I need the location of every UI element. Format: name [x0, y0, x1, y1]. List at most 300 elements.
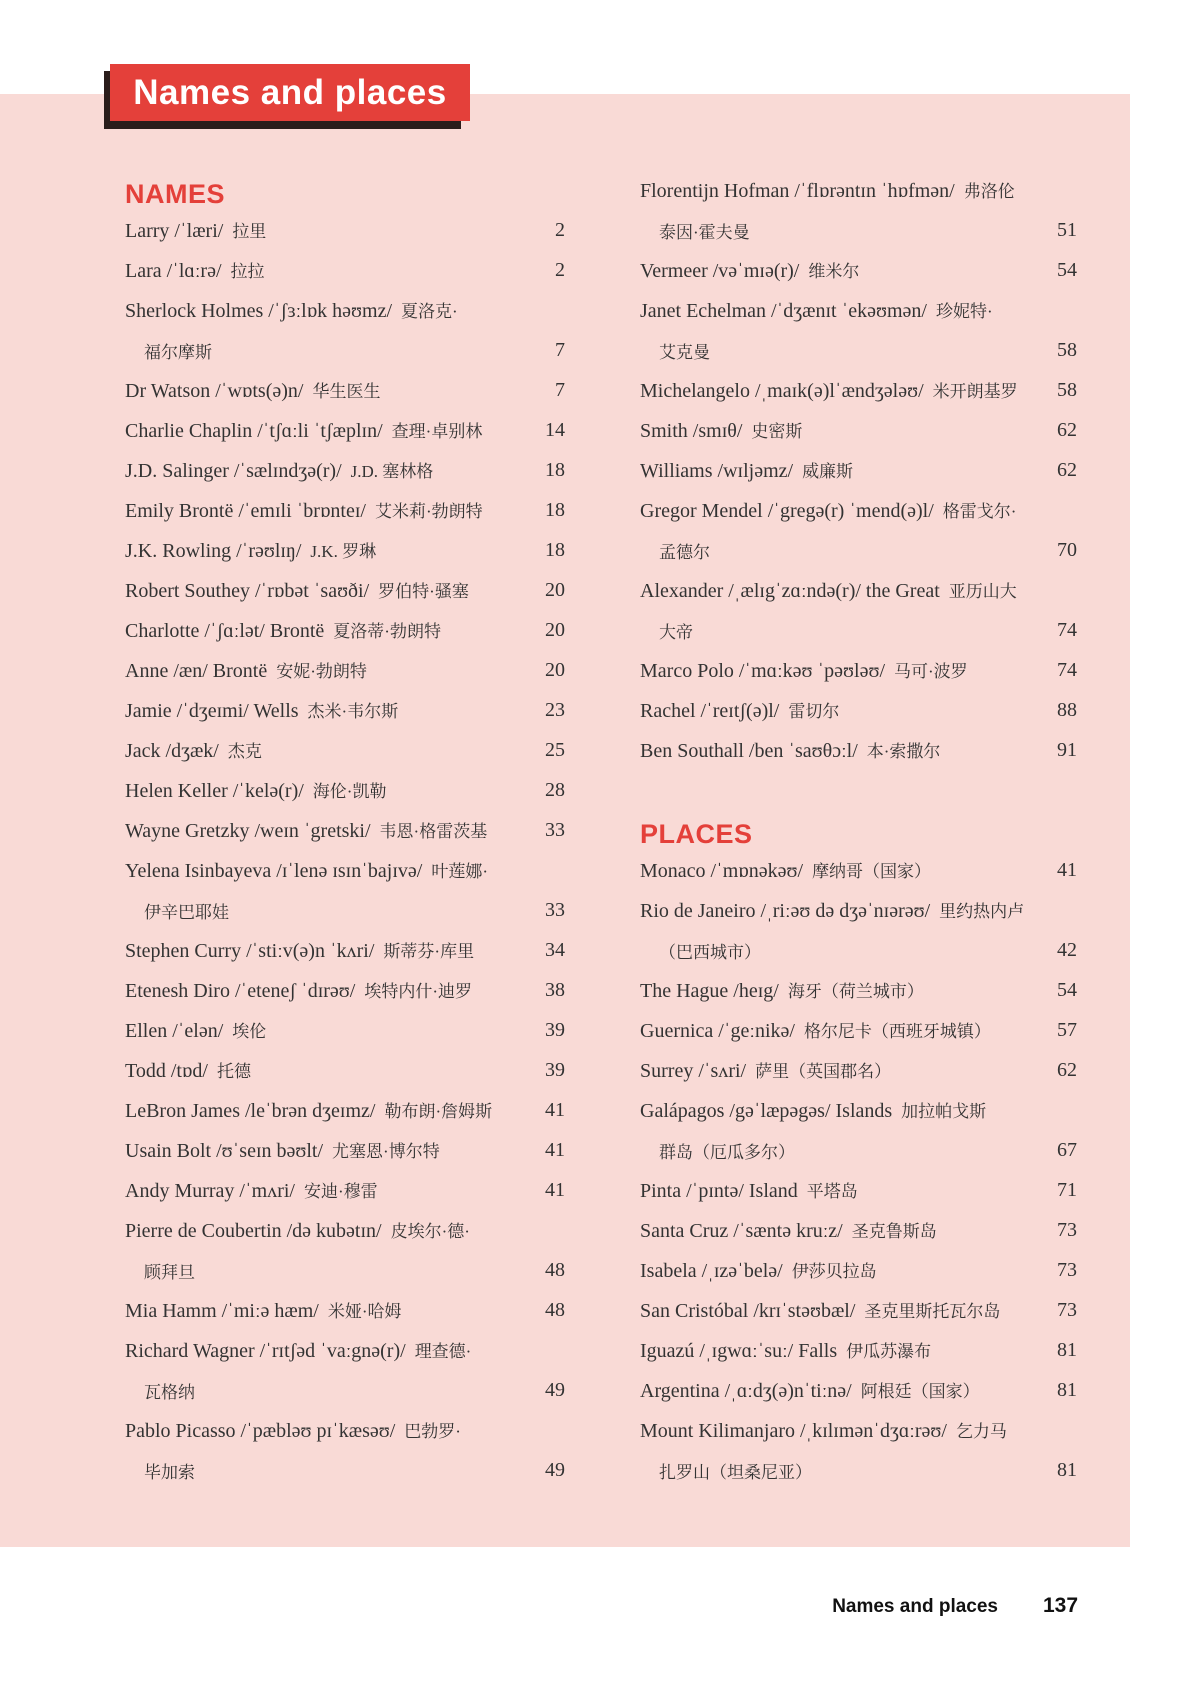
entry-line-continued — [125, 1370, 565, 1410]
entry-term: Jack /dʒæk/ — [125, 740, 219, 762]
entry-term: Charlie Chaplin /ˈtʃɑːli ˈtʃæplɪn/ — [125, 420, 383, 442]
entry-label — [640, 697, 1037, 723]
entry-label — [125, 497, 525, 523]
entry-line — [125, 290, 565, 330]
entry-term: Anne /æn/ Brontë — [125, 660, 268, 682]
entry-chinese-name: 伊瓜苏瀑布 — [846, 1342, 932, 1361]
entry-term: Monaco /ˈmɒnəkəʊ/ — [640, 860, 804, 882]
entry-chinese-continued: 顾拜旦 — [144, 1262, 195, 1282]
entry-label — [640, 1257, 1037, 1283]
entry-chinese-name: 米开朗基罗 — [932, 382, 1018, 401]
entry-chinese-name: 皮埃尔·德· — [390, 1222, 470, 1241]
entry-chinese-name: 罗伯特·骚塞 — [378, 582, 469, 601]
entry-chinese-name: 弗洛伦 — [963, 182, 1015, 201]
entry-page-number: 41 — [545, 1138, 565, 1161]
entry-page-number: 62 — [1057, 458, 1077, 481]
entry-label — [640, 857, 1037, 883]
index-entry — [640, 1170, 1077, 1210]
index-entry — [640, 1330, 1077, 1370]
entry-chinese-name: 夏洛蒂·勃朗特 — [333, 622, 441, 641]
index-entry — [125, 1050, 565, 1090]
entry-chinese-continued: 群岛（厄瓜多尔） — [659, 1142, 795, 1162]
entry-chinese-name: 威廉斯 — [802, 462, 854, 481]
entry-term: Janet Echelman /ˈdʒænɪt ˈekəʊmən/ — [640, 300, 927, 322]
entry-line — [640, 970, 1077, 1010]
entry-line — [125, 1330, 565, 1370]
entry-label — [125, 1337, 525, 1363]
entry-chinese-name: 理查德· — [414, 1342, 472, 1361]
entry-page-number: 25 — [545, 738, 565, 761]
footer-page-number: 137 — [1043, 1594, 1079, 1617]
entry-line — [125, 610, 565, 650]
entry-label — [640, 1417, 1037, 1443]
entry-term: Michelangelo /ˌmaɪk(ə)lˈændʒələʊ/ — [640, 380, 924, 402]
entry-chinese-name: J.D. 塞林格 — [350, 462, 434, 481]
entry-chinese-continued: 扎罗山（坦桑尼亚） — [659, 1462, 812, 1482]
entry-label — [125, 1258, 525, 1283]
entry-term: San Cristóbal /krɪˈstəʊbæl/ — [640, 1300, 856, 1322]
entry-line — [125, 1290, 565, 1330]
entry-page-number: 2 — [555, 218, 565, 241]
entry-term: Pablo Picasso /ˈpæbləʊ pɪˈkæsəʊ/ — [125, 1420, 396, 1442]
page-title: Names and places — [110, 64, 470, 121]
entry-chinese-name: 斯蒂芬·库里 — [383, 942, 475, 961]
entry-page-number: 58 — [1057, 338, 1077, 361]
entry-page-number: 70 — [1057, 538, 1077, 561]
index-column-left — [125, 170, 565, 1490]
section-spacer — [640, 770, 1077, 810]
index-entry — [640, 650, 1077, 690]
entry-term: Yelena Isinbayeva /ɪˈlenə ɪsɪnˈbajɪvə/ — [125, 860, 423, 882]
entry-chinese-name: 平塔岛 — [806, 1182, 858, 1201]
entry-label — [125, 1297, 525, 1323]
entry-label — [640, 1297, 1037, 1323]
index-entry — [125, 1330, 565, 1410]
entry-page-number: 49 — [545, 1458, 565, 1481]
entry-chinese-continued: （巴西城市） — [659, 942, 761, 962]
index-entry — [125, 1010, 565, 1050]
entry-label — [125, 617, 525, 643]
entry-term: Mia Hamm /ˈmiːə hæm/ — [125, 1300, 319, 1322]
index-entry — [125, 1130, 565, 1170]
entry-chinese-name: 华生医生 — [312, 382, 381, 401]
entry-chinese-name: 格尔尼卡（西班牙城镇） — [803, 1022, 991, 1041]
entry-page-number: 48 — [545, 1298, 565, 1321]
entry-label — [640, 377, 1037, 403]
entry-label — [640, 977, 1037, 1003]
entry-line — [640, 170, 1077, 210]
entry-line — [125, 1130, 565, 1170]
entry-label — [125, 777, 525, 803]
entry-chinese-name: 海伦·凯勒 — [312, 782, 387, 801]
entry-line-continued — [640, 530, 1077, 570]
entry-line — [125, 770, 565, 810]
entry-page-number: 23 — [545, 698, 565, 721]
entry-term: Marco Polo /ˈmɑːkəʊ ˈpəʊləʊ/ — [640, 660, 885, 682]
entry-term: Emily Brontë /ˈemɪli ˈbrɒnteɪ/ — [125, 500, 366, 522]
entry-line — [125, 210, 565, 250]
entry-term: Rio de Janeiro /ˌriːəʊ də dʒəˈnɪərəʊ/ — [640, 900, 931, 922]
entry-label — [125, 1017, 525, 1043]
entry-term: Guernica /ˈgeːnikə/ — [640, 1020, 795, 1042]
entry-chinese-name: 埃特内什·迪罗 — [364, 982, 472, 1001]
entry-chinese-continued: 瓦格纳 — [144, 1382, 195, 1402]
entry-line — [640, 1050, 1077, 1090]
entry-chinese-name: 杰克 — [227, 742, 262, 761]
entry-line — [125, 370, 565, 410]
entry-chinese-name: 史密斯 — [751, 422, 803, 441]
entry-line — [640, 730, 1077, 770]
index-entry — [640, 290, 1077, 370]
entry-line — [125, 1410, 565, 1450]
entry-page-number: 18 — [545, 498, 565, 521]
entry-term: Ben Southall /ben ˈsaʊθɔːl/ — [640, 740, 858, 762]
entry-page-number: 14 — [545, 418, 565, 441]
entry-line — [125, 1210, 565, 1250]
entry-line — [640, 490, 1077, 530]
index-entry — [640, 730, 1077, 770]
entry-line — [125, 1010, 565, 1050]
index-entry — [640, 490, 1077, 570]
entry-page-number: 74 — [1057, 658, 1077, 681]
entry-label — [640, 938, 1037, 963]
entry-label — [640, 1097, 1037, 1123]
footer-section-title: Names and places — [832, 1596, 998, 1617]
entry-label — [640, 538, 1037, 563]
entry-chinese-continued: 泰因·霍夫曼 — [659, 222, 750, 242]
entry-line-continued — [640, 1130, 1077, 1170]
entry-term: Rachel /ˈreɪtʃ(ə)l/ — [640, 700, 780, 722]
entry-line — [125, 570, 565, 610]
index-entry — [125, 730, 565, 770]
index-entry — [640, 450, 1077, 490]
entry-term: Jamie /ˈdʒeɪmi/ Wells — [125, 700, 299, 722]
entry-label — [125, 338, 525, 363]
entry-line — [125, 650, 565, 690]
entry-line — [125, 930, 565, 970]
entry-term: Ellen /ˈelən/ — [125, 1020, 224, 1042]
entry-term: Pierre de Coubertin /də kubətɪn/ — [125, 1220, 382, 1242]
entry-term: Helen Keller /ˈkelə(r)/ — [125, 780, 304, 802]
entry-label — [640, 737, 1037, 763]
index-entry — [125, 850, 565, 930]
entry-page-number: 73 — [1057, 1258, 1077, 1281]
entry-line — [640, 250, 1077, 290]
entry-chinese-name: 韦恩·格雷茨基 — [379, 822, 488, 841]
entry-chinese-name: 拉里 — [232, 222, 267, 241]
entry-line — [640, 370, 1077, 410]
entry-chinese-name: 勒布朗·詹姆斯 — [384, 1102, 493, 1121]
entry-label — [125, 977, 525, 1003]
entry-page-number: 48 — [545, 1258, 565, 1281]
entry-label — [125, 377, 525, 403]
entry-term: Iguazú /ˌɪgwɑːˈsuː/ Falls — [640, 1340, 838, 1362]
entry-line — [125, 730, 565, 770]
entry-label — [640, 218, 1037, 243]
entry-label — [125, 697, 525, 723]
entry-line — [640, 850, 1077, 890]
entry-term: Gregor Mendel /ˈgregə(r) ˈmend(ə)l/ — [640, 500, 934, 522]
entry-line-continued — [640, 1450, 1077, 1490]
entry-page-number: 20 — [545, 658, 565, 681]
entry-label — [125, 817, 525, 843]
entry-term: Williams /wɪljəmz/ — [640, 460, 794, 482]
entry-term: Etenesh Diro /ˈeteneʃ ˈdɪrəʊ/ — [125, 980, 356, 1002]
entry-line — [125, 1170, 565, 1210]
entry-label — [640, 1057, 1037, 1083]
entry-term: Surrey /ˈsʌri/ — [640, 1060, 747, 1082]
entry-label — [640, 1017, 1037, 1043]
entry-label — [640, 1337, 1037, 1363]
index-entry — [640, 1250, 1077, 1290]
entry-page-number: 39 — [545, 1018, 565, 1041]
entry-label — [640, 338, 1037, 363]
entry-line — [640, 650, 1077, 690]
entry-term: Argentina /ˌɑːdʒ(ə)nˈtiːnə/ — [640, 1380, 852, 1402]
entry-line — [640, 570, 1077, 610]
entry-label — [640, 657, 1037, 683]
entry-chinese-name: 珍妮特· — [935, 302, 993, 321]
entry-label — [640, 417, 1037, 443]
entry-label — [125, 937, 525, 963]
entry-line — [640, 1290, 1077, 1330]
index-entry — [125, 210, 565, 250]
index-entry — [125, 1170, 565, 1210]
index-entry — [125, 690, 565, 730]
entry-label — [640, 1177, 1037, 1203]
entry-page-number: 2 — [555, 258, 565, 281]
entry-page-number: 54 — [1057, 258, 1077, 281]
entry-line — [125, 810, 565, 850]
entry-term: Todd /tɒd/ — [125, 1060, 208, 1082]
entry-page-number: 18 — [545, 458, 565, 481]
entry-page-number: 20 — [545, 578, 565, 601]
entry-line — [125, 1090, 565, 1130]
entry-label — [640, 897, 1037, 923]
entry-term: Isabela /ˌɪzəˈbelə/ — [640, 1260, 783, 1282]
entry-chinese-name: 里约热内卢 — [939, 902, 1025, 921]
entry-line — [640, 890, 1077, 930]
section-heading-places: PLACES — [640, 819, 753, 849]
entry-line — [640, 1410, 1077, 1450]
entry-chinese-name: 安妮·勃朗特 — [276, 662, 367, 681]
entry-page-number: 20 — [545, 618, 565, 641]
entry-line — [125, 450, 565, 490]
entry-label — [125, 217, 525, 243]
entry-label — [125, 1097, 525, 1123]
index-entry — [125, 770, 565, 810]
entry-chinese-name: 加拉帕戈斯 — [901, 1102, 987, 1121]
index-entry — [640, 1410, 1077, 1490]
entry-line — [640, 1330, 1077, 1370]
index-entry — [640, 410, 1077, 450]
entry-page-number: 67 — [1057, 1138, 1077, 1161]
entry-line — [125, 410, 565, 450]
entry-line — [640, 690, 1077, 730]
entry-chinese-name: 米娅·哈姆 — [327, 1302, 402, 1321]
index-entry — [640, 1210, 1077, 1250]
entry-page-number: 51 — [1057, 218, 1077, 241]
entry-label — [125, 1417, 525, 1443]
entry-term: Andy Murray /ˈmʌri/ — [125, 1180, 295, 1202]
entry-page-number: 7 — [555, 338, 565, 361]
entry-page-number: 58 — [1057, 378, 1077, 401]
index-entry — [640, 370, 1077, 410]
entry-term: Charlotte /ˈʃɑːlət/ Brontë — [125, 620, 325, 642]
index-entry — [125, 1090, 565, 1130]
entry-chinese-name: 查理·卓别林 — [391, 422, 483, 441]
entry-line-continued — [640, 930, 1077, 970]
index-entry — [640, 850, 1077, 890]
entry-label — [640, 1217, 1037, 1243]
entry-line-continued — [640, 330, 1077, 370]
entry-line — [640, 1210, 1077, 1250]
index-entry — [640, 890, 1077, 970]
entry-label — [125, 417, 525, 443]
entry-chinese-name: 尤塞恩·博尔特 — [332, 1142, 440, 1161]
entry-page-number: 33 — [545, 818, 565, 841]
entry-chinese-continued: 毕加索 — [144, 1462, 195, 1482]
entry-term: Robert Southey /ˈrɒbət ˈsaʊði/ — [125, 580, 370, 602]
entry-line — [125, 490, 565, 530]
entry-page-number: 81 — [1057, 1378, 1077, 1401]
entry-line-continued — [640, 210, 1077, 250]
index-entry — [640, 1010, 1077, 1050]
entry-line — [640, 1370, 1077, 1410]
entry-chinese-continued: 艾克曼 — [659, 342, 710, 362]
index-entry — [125, 490, 565, 530]
entry-page-number: 62 — [1057, 1058, 1077, 1081]
entry-line-continued — [125, 1250, 565, 1290]
entry-term: Vermeer /vəˈmɪə(r)/ — [640, 260, 800, 282]
entry-line — [125, 850, 565, 890]
entry-label — [125, 657, 525, 683]
entry-chinese-name: 本·索撒尔 — [866, 742, 941, 761]
entry-chinese-continued: 大帝 — [659, 622, 693, 642]
entry-page-number: 62 — [1057, 418, 1077, 441]
entry-line — [640, 1010, 1077, 1050]
entry-line — [125, 250, 565, 290]
entry-page-number: 73 — [1057, 1298, 1077, 1321]
index-entry — [125, 650, 565, 690]
entry-chinese-name: 格雷戈尔· — [942, 502, 1017, 521]
index-column-right — [640, 170, 1077, 1490]
entry-line — [640, 1170, 1077, 1210]
entry-chinese-name: 安迪·穆雷 — [303, 1182, 378, 1201]
entry-label — [125, 737, 525, 763]
entry-term: Santa Cruz /ˈsæntə kruːz/ — [640, 1220, 843, 1242]
entry-term: Usain Bolt /ʊˈseɪn bəʊlt/ — [125, 1140, 324, 1162]
entry-label — [125, 457, 525, 483]
entry-term: Galápagos /gəˈlæpəgəs/ Islands — [640, 1100, 893, 1122]
entry-term: Lara /ˈlɑːrə/ — [125, 260, 222, 282]
entry-chinese-name: 维米尔 — [808, 262, 860, 281]
entry-chinese-name: 托德 — [216, 1062, 251, 1081]
entry-page-number: 81 — [1057, 1458, 1077, 1481]
entry-line — [640, 1250, 1077, 1290]
entry-label — [125, 1137, 525, 1163]
entry-label — [125, 857, 525, 883]
entry-label — [640, 297, 1037, 323]
section-heading-names: NAMES — [125, 179, 226, 209]
entry-line-continued — [125, 1450, 565, 1490]
entry-term: Richard Wagner /ˈrɪtʃəd ˈvaːgnə(r)/ — [125, 1340, 406, 1362]
entry-term: Wayne Gretzky /weɪn ˈgretski/ — [125, 820, 371, 842]
entry-line — [125, 530, 565, 570]
entry-chinese-name: 叶莲娜· — [431, 862, 488, 881]
entry-chinese-name: 伊莎贝拉岛 — [791, 1262, 877, 1281]
entry-line — [640, 1090, 1077, 1130]
entry-page-number: 91 — [1057, 738, 1077, 761]
entry-chinese-name: 雷切尔 — [788, 702, 840, 721]
entry-chinese-name: 萨里（英国郡名） — [755, 1062, 892, 1081]
entry-page-number: 41 — [1057, 858, 1077, 881]
entry-line-continued — [125, 890, 565, 930]
entry-term: Alexander /ˌælɪgˈzɑːndə(r)/ the Great — [640, 580, 940, 602]
entry-label — [125, 1378, 525, 1403]
entry-chinese-name: 夏洛克· — [401, 302, 458, 321]
index-entry — [640, 1090, 1077, 1170]
entry-term: LeBron James /leˈbrən dʒeɪmz/ — [125, 1100, 376, 1122]
index-entry — [125, 530, 565, 570]
entry-label — [125, 537, 525, 563]
entry-term: Sherlock Holmes /ˈʃɜːlɒk həʊmz/ — [125, 300, 393, 322]
index-entry — [640, 970, 1077, 1010]
entry-page-number: 18 — [545, 538, 565, 561]
entry-label — [640, 177, 1037, 203]
entry-term: Smith /smɪθ/ — [640, 420, 743, 442]
index-entry — [125, 570, 565, 610]
entry-page-number: 41 — [545, 1098, 565, 1121]
entry-page-number: 33 — [545, 898, 565, 921]
entry-label — [640, 1458, 1037, 1483]
entry-page-number: 73 — [1057, 1218, 1077, 1241]
index-entry — [125, 370, 565, 410]
entry-label — [125, 1217, 525, 1243]
entry-page-number: 57 — [1057, 1018, 1077, 1041]
entry-label — [125, 1177, 525, 1203]
index-entry — [640, 690, 1077, 730]
entry-label — [640, 257, 1037, 283]
entry-chinese-name: 圣克鲁斯岛 — [851, 1222, 937, 1241]
entry-chinese-continued: 福尔摩斯 — [144, 342, 212, 362]
entry-page-number: 81 — [1057, 1338, 1077, 1361]
entry-chinese-name: J.K. 罗琳 — [310, 542, 377, 561]
entry-page-number: 34 — [545, 938, 565, 961]
entry-page-number: 39 — [545, 1058, 565, 1081]
index-entry — [125, 1410, 565, 1490]
entry-chinese-name: 杰米·韦尔斯 — [307, 702, 399, 721]
index-entry — [125, 810, 565, 850]
index-entry — [125, 610, 565, 650]
entry-label — [640, 1138, 1037, 1163]
entry-chinese-name: 乞力马 — [955, 1422, 1007, 1441]
index-entry — [125, 450, 565, 490]
entry-chinese-name: 圣克里斯托瓦尔岛 — [864, 1302, 1001, 1321]
entry-line-continued — [125, 330, 565, 370]
index-entry — [640, 1290, 1077, 1330]
entry-term: Larry /ˈlæri/ — [125, 220, 224, 242]
entry-label — [640, 457, 1037, 483]
entry-chinese-name: 马可·波罗 — [894, 662, 968, 681]
entry-line — [125, 1050, 565, 1090]
entry-chinese-name: 巴勃罗· — [404, 1422, 461, 1441]
entry-page-number: 38 — [545, 978, 565, 1001]
entry-line — [640, 450, 1077, 490]
index-entry — [125, 970, 565, 1010]
entry-chinese-name: 摩纳哥（国家） — [812, 862, 932, 881]
entry-term: Florentijn Hofman /ˈflɒrəntɪn ˈhɒfmən/ — [640, 180, 955, 202]
